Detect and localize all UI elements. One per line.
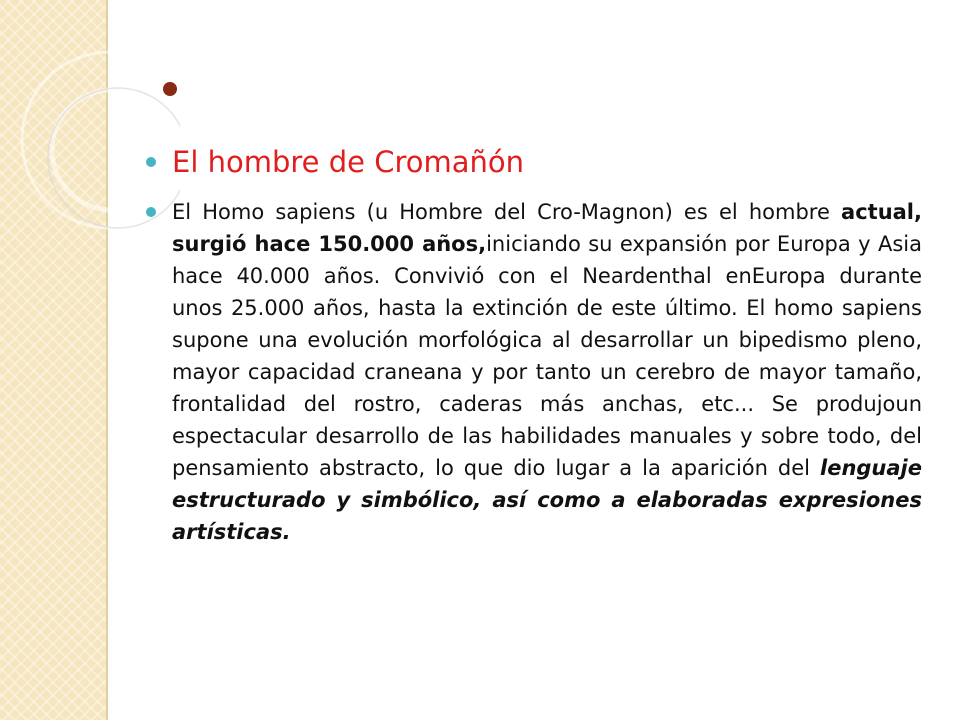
list-item-heading bbox=[146, 140, 922, 184]
decorative-sidebar bbox=[0, 0, 108, 720]
body-paragraph bbox=[172, 196, 922, 548]
paragraph-italic-1: lenguaje estructurado y simbólico, así como a elaboradas expresiones artísticas. bbox=[172, 456, 922, 544]
list-item-paragraph bbox=[146, 196, 922, 548]
title-bullet bbox=[163, 82, 177, 96]
paragraph-bold-1: actual, surgió hace 150.000 años, bbox=[172, 200, 922, 256]
bullet-dot bbox=[146, 157, 156, 167]
bullet-dot bbox=[146, 207, 156, 217]
slide-heading: El hombre de Cromañón bbox=[172, 145, 524, 179]
paragraph-text-1: El Homo sapiens (u Hombre del Cro-Magnon) es el hombre bbox=[172, 200, 842, 224]
bullet-list bbox=[146, 140, 922, 548]
paragraph-text-2: iniciando su expansión por Europa y Asia hace 40.000 años. Convivió con el Neardenthal enEuropa durante unos 25.000 años, hasta la extinción de este último. El homo sapiens supone una evolución morfológica al desarrollar un bipedismo pleno, mayor capacidad craneana y por tanto un cerebro de mayor tamaño, frontalidad del rostro, caderas más anchas, etc... Se produjoun espectacular desarrollo de las habilidades manuales y sobre todo, del pensamiento abstracto, lo que dio lugar a la aparición del bbox=[172, 232, 922, 480]
